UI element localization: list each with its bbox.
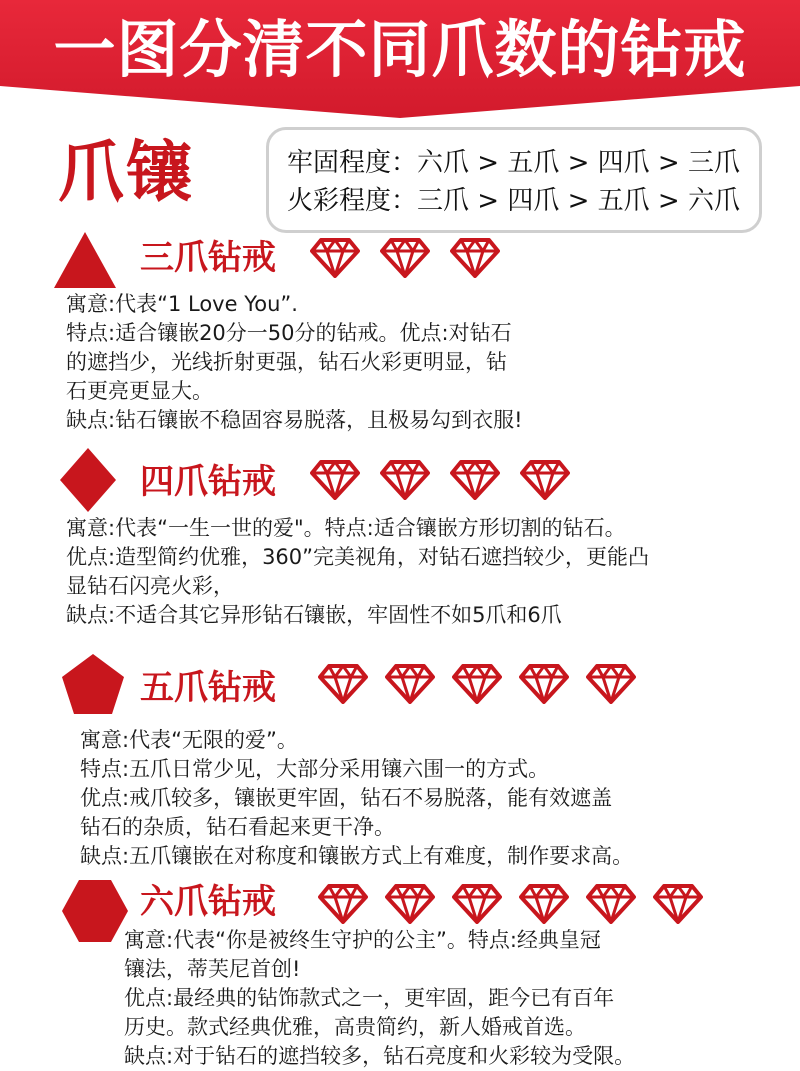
diamond-icon xyxy=(318,664,368,704)
diamond-icon xyxy=(519,884,569,924)
section-description xyxy=(66,290,523,435)
hexagon-icon xyxy=(62,880,128,942)
meaning-line: 寓意:代表“一生一世的爱"。特点:适合镶嵌方形切割的钻石。 xyxy=(66,516,626,540)
fire-ranking: 火彩程度：三爪 > 四爪 > 五爪 > 六爪 xyxy=(287,186,740,216)
feature-line: 特点:适合镶嵌20分一50分的钻戒。优点:对钻石 xyxy=(66,321,512,345)
diamond-icon xyxy=(385,884,435,924)
feature-line: 的遮挡少，光线折射更强，钻石火彩更明显，钻 xyxy=(66,350,507,374)
section-title: 三爪钻戒 xyxy=(140,238,276,278)
diamond-icon xyxy=(586,884,636,924)
firmness-ranking: 牢固程度：六爪 > 五爪 > 四爪 > 三爪 xyxy=(287,148,740,178)
drawback-line: 缺点:对于钻石的遮挡较多，钻石亮度和火彩较为受限。 xyxy=(124,1044,636,1068)
advantage-line: 历史。款式经典优雅，高贵简约，新人婚戒首选。 xyxy=(124,1015,586,1039)
meaning-line: 寓意:代表“1 Love You”. xyxy=(66,292,298,316)
diamond-icon xyxy=(385,664,435,704)
advantage-line: 优点:最经典的钻饰款式之一，更牢固，距今已有百年 xyxy=(124,986,615,1010)
diamond-icon xyxy=(380,238,430,278)
diamond-icon xyxy=(310,460,360,500)
advantage-line: 优点:造型简约优雅，360”完美视角，对钻石遮挡较少，更能凸 xyxy=(66,545,650,569)
section-description xyxy=(124,926,635,1071)
diamond-icon xyxy=(450,460,500,500)
meaning-line: 寓意:代表“你是被终生守护的公主”。特点:经典皇冠 xyxy=(124,928,601,952)
feature-line: 特点:五爪日常少见，大部分采用镶六围一的方式。 xyxy=(80,757,550,781)
triangle-icon xyxy=(54,232,116,288)
feature-line: 石更亮更显大。 xyxy=(66,379,213,403)
meaning-line: 寓意:代表“无限的爱”。 xyxy=(80,728,298,752)
advantage-line: 优点:戒爪较多，镶嵌更牢固，钻石不易脱落，能有效遮盖 xyxy=(80,786,613,810)
diamond-icon xyxy=(310,238,360,278)
diamond-icon xyxy=(653,884,703,924)
meaning-line: 镶法，蒂芙尼首创! xyxy=(124,957,301,981)
section-title: 五爪钻戒 xyxy=(140,668,276,708)
advantage-line: 钻石的杂质，钻石看起来更干净。 xyxy=(80,815,395,839)
diamond-icon xyxy=(452,884,502,924)
pentagon-icon xyxy=(62,654,124,714)
diamond-icon xyxy=(452,664,502,704)
drawback-line: 缺点:不适合其它异形钻石镶嵌，牢固性不如5爪和6爪 xyxy=(66,603,562,627)
diamond-icon xyxy=(450,238,500,278)
page-title: 一图分清不同爪数的钻戒 xyxy=(53,13,747,86)
diamond-icon xyxy=(380,460,430,500)
section-description xyxy=(66,514,649,630)
diamond-icon xyxy=(519,664,569,704)
main-heading: 爪镶 xyxy=(58,134,194,211)
section-title: 四爪钻戒 xyxy=(140,462,276,502)
diamond-icon xyxy=(586,664,636,704)
drawback-line: 缺点:钻石镶嵌不稳固容易脱落，且极易勾到衣服! xyxy=(66,408,523,432)
section-description xyxy=(80,726,633,871)
diamond-icon xyxy=(318,884,368,924)
comparison-box xyxy=(266,127,762,233)
diamond-shape-icon xyxy=(60,448,116,512)
diamond-icon xyxy=(520,460,570,500)
drawback-line: 缺点:五爪镶嵌在对称度和镶嵌方式上有难度，制作要求高。 xyxy=(80,844,634,868)
advantage-line: 显钻石闪亮火彩， xyxy=(66,574,234,598)
section-title: 六爪钻戒 xyxy=(140,882,276,922)
